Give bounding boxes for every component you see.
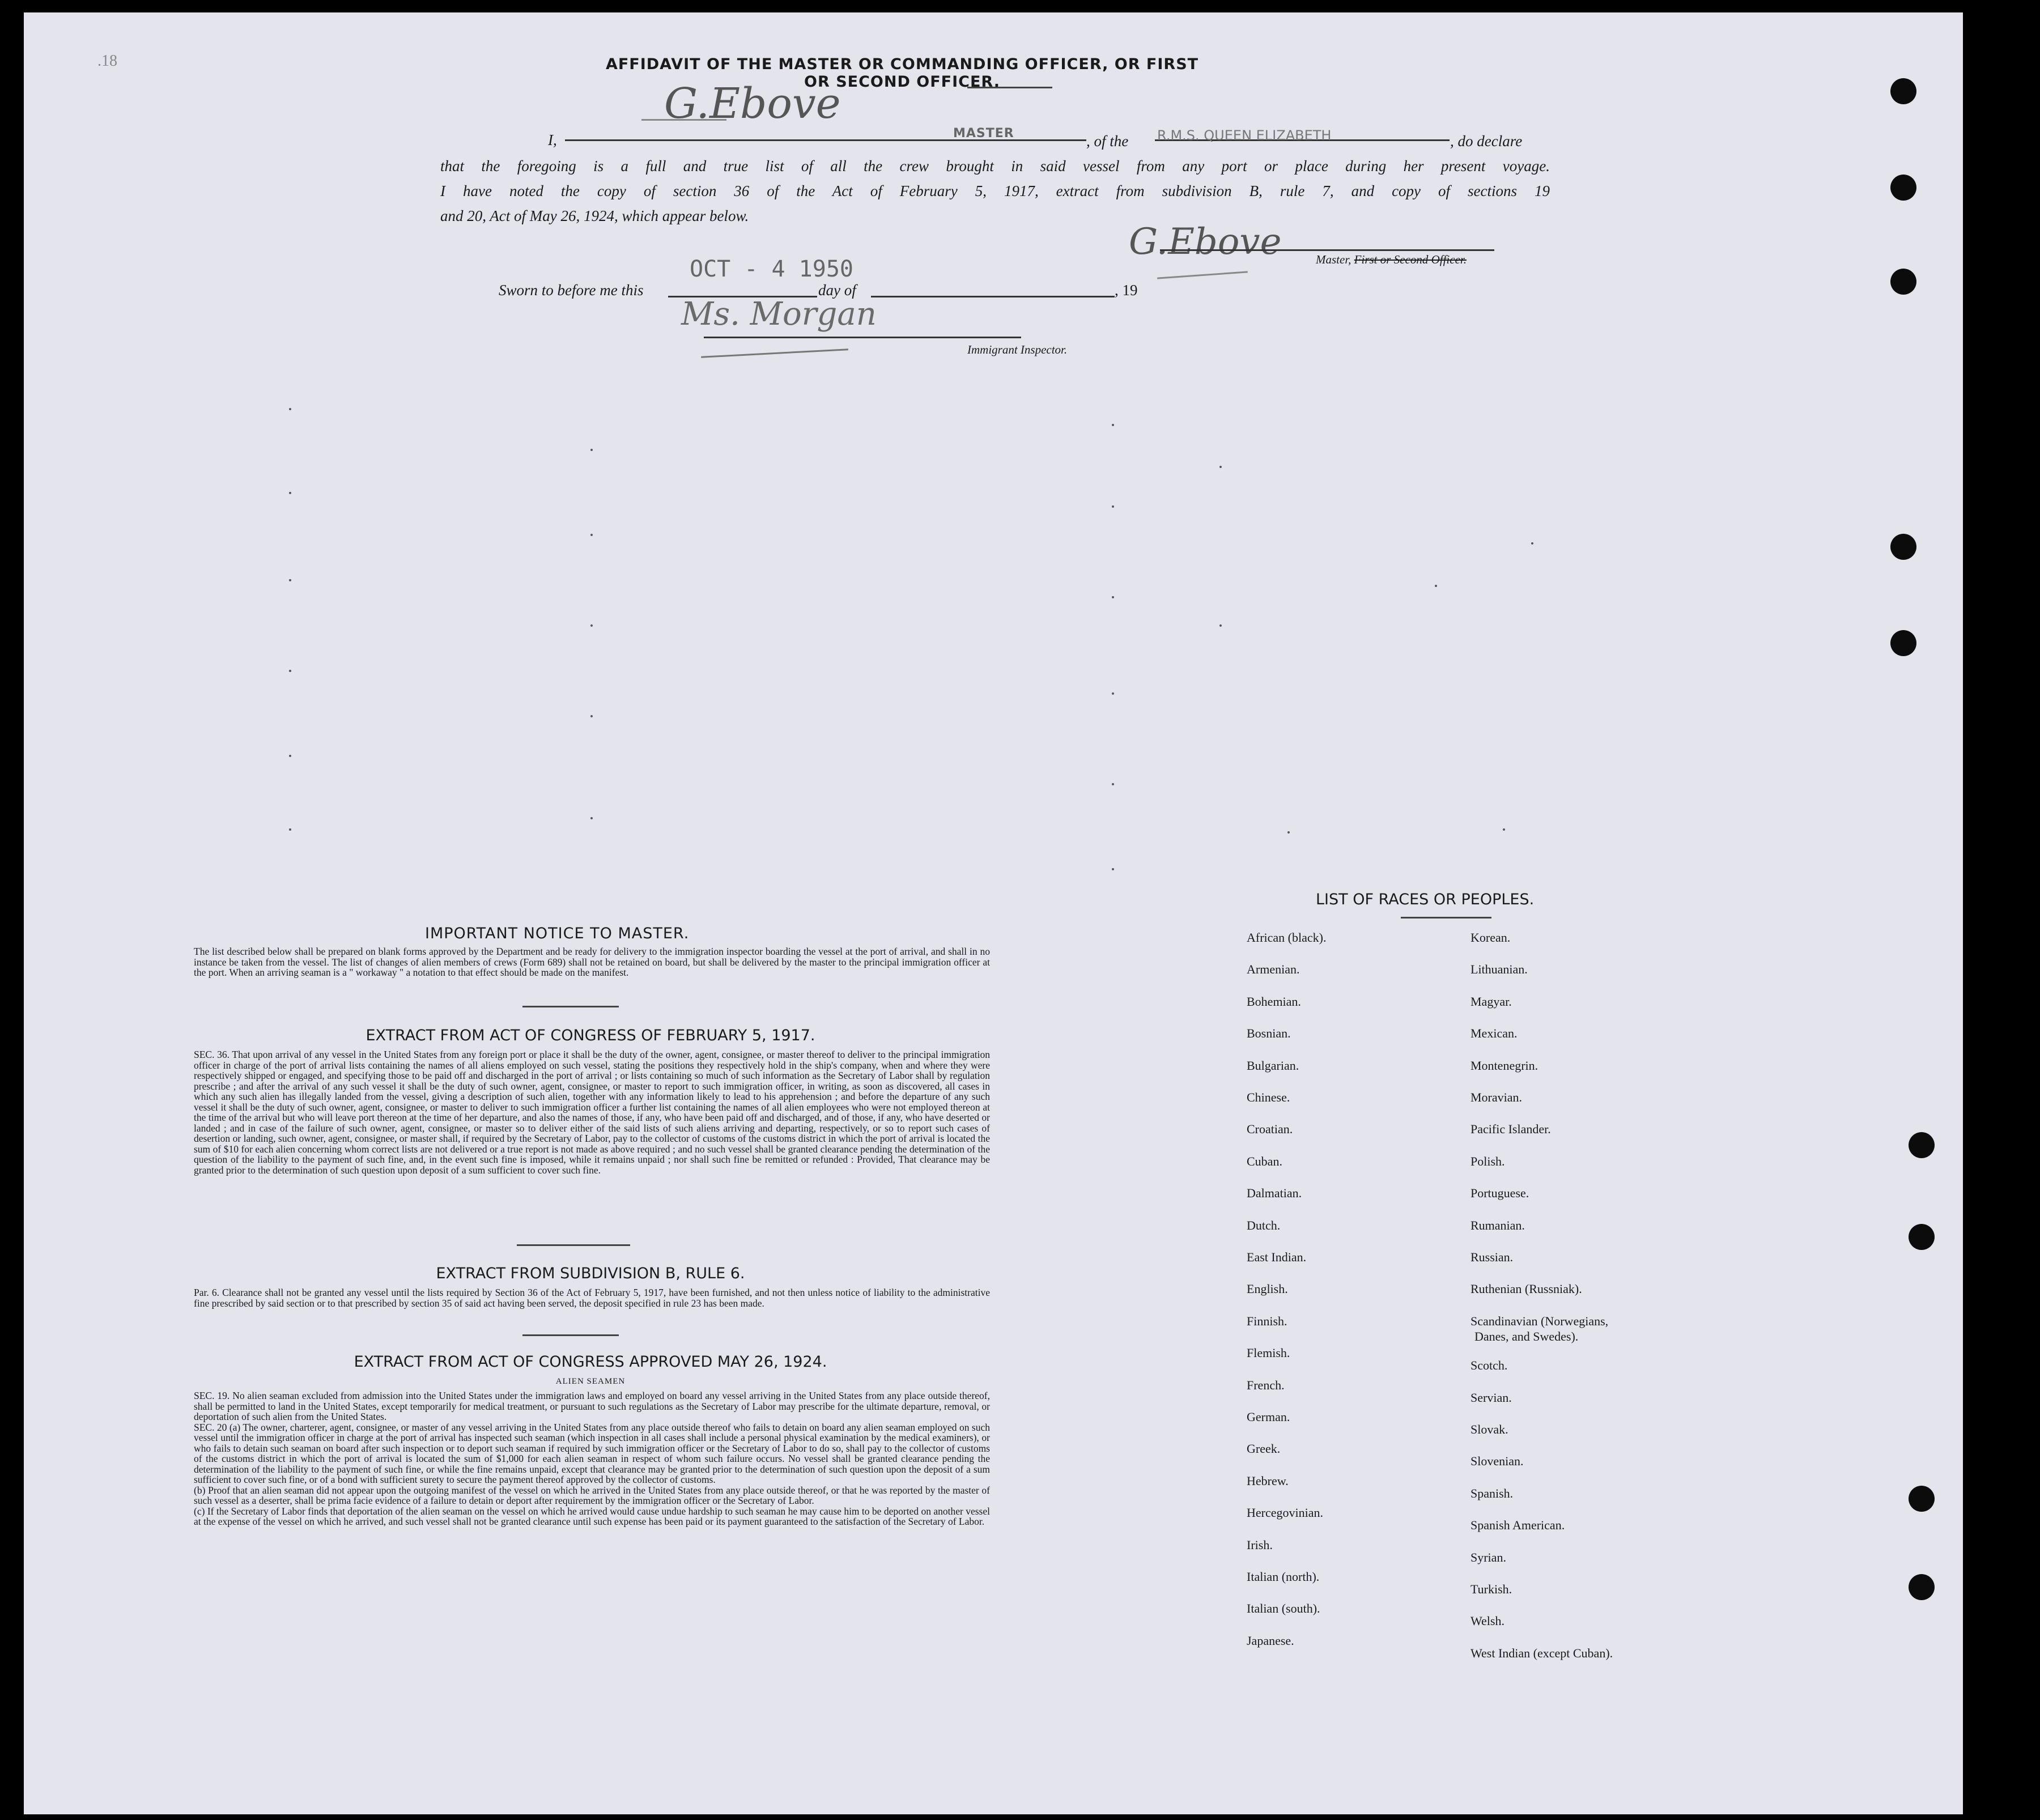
race-item: Bosnian.: [1247, 1026, 1291, 1041]
race-item: Irish.: [1247, 1537, 1273, 1552]
speck: [590, 715, 593, 717]
speck: [289, 492, 291, 494]
inspector-sign-line: [704, 337, 1021, 338]
race-item: Mexican.: [1470, 1026, 1518, 1041]
race-item: Welsh.: [1470, 1614, 1504, 1628]
year-label: , 19: [1115, 282, 1138, 299]
struck-officer-label: First or Second Officer.: [1354, 253, 1467, 266]
race-item: Turkish.: [1470, 1582, 1512, 1596]
speck: [289, 670, 291, 672]
race-item: Japanese.: [1247, 1633, 1294, 1648]
signature-flourish: [641, 119, 726, 121]
alien-seamen-subtitle: ALIEN SEAMEN: [555, 1377, 626, 1386]
binder-hole: [1890, 175, 1916, 201]
race-item: Spanish.: [1470, 1486, 1514, 1500]
race-item: Bohemian.: [1247, 994, 1301, 1009]
speck: [590, 817, 593, 819]
binder-hole: [1890, 78, 1916, 104]
race-item: Korean.: [1470, 930, 1511, 945]
race-item: Moravian.: [1470, 1090, 1523, 1104]
rule6-body: Par. 6. Clearance shall not be granted any vessel until the lists required by Section 36 of the Act of February 5, 1917, have been furnished, and not then unless notice of liability to the administrative fine prescribed by said section or to that prescribed by section 35 of said act having been served, the deposit specified in rule 23 has been made.: [194, 1287, 990, 1309]
race-item: Slovak.: [1470, 1422, 1508, 1436]
binder-hole: [1890, 534, 1916, 560]
speck: [289, 755, 291, 757]
corner-mark: .18: [97, 52, 117, 70]
rule6-rule: [522, 1334, 619, 1336]
speck: [1219, 466, 1222, 468]
binder-hole: [1909, 1486, 1935, 1512]
signature-underline: [1157, 271, 1248, 279]
speck: [289, 579, 291, 581]
extract-1917-rule: [517, 1244, 630, 1246]
master-label: Master,: [1316, 253, 1352, 266]
sworn-label: Sworn to before me this: [499, 282, 644, 299]
binder-hole: [1909, 1132, 1935, 1158]
race-item: Lithuanian.: [1470, 962, 1528, 977]
notice-body: The list described below shall be prepared on blank forms approved by the Department and be ready for delivery to the immigration inspector boarding the vessel at the port of arrival, and shall in no instance be taken from the vessel. The list of changes of alien members of crews (Form 689) shall not be retained on board, but shall be delivered by the master to the principal immigration officer at the port. When an arriving seaman is a " workaway " a notation to that effect should be made on the manifest.: [194, 946, 990, 978]
extract-1917-body: SEC. 36. That upon arrival of any vessel in the United States from any foreign port or place it shall be the duty of the owner, agent, consignee, or master thereof to deliver to the principal immigration officer in charge of the port of arrival lists containing the names of all aliens employed on such vessel, stating the positions they respectively hold in the ship's company, when and where they were respectively shipped or engaged, and specifying those to be paid off and discharged in the port of arrival ; or lists containing so much of such information as the Secretary of Labor shall by regulation prescribe ; and after the arrival of any such vessel it shall be the duty of such owner, agent, consignee, or master to report to such immigration officer, in writing, as soon as discovered, all cases in which any such alien has illegally landed from the vessel, giving a description of such alien, together with any information likely to lead to his apprehension ; and before the departure of any such vessel it shall be the duty of such owner, agent, consignee, or master to deliver to such immigration officer a further list containing the names of all alien employees who were not employed thereon at the time of the arrival but who will leave port thereon at the time of her departure, and also the names of those, if any, who have been paid off and discharged, and of those, if any, who have deserted or landed ; and in case of the failure of such owner, agent, consignee, or master so to deliver either of the said lists of such aliens arriving and departing, respectively, or so to report such cases of desertion or landing, such owner, agent, consignee, or master shall, if required by the Secretary of Labor, pay to the collector of customs of the customs district in which the port of arrival is located the sum of $10 for each alien concerning whom correct lists are not delivered or a true report is not made as above required ; and no such vessel shall be granted clearance pending the determination of the question of the liability to the payment of such fine, and, in the event such fine is imposed, while it remains unpaid ; nor shall such fine be remitted or refunded : Provided, That clearance may be granted prior to the determination of such question upon deposit of a sum sufficient to cover such fine.: [194, 1049, 990, 1176]
speck: [1112, 505, 1114, 508]
affidavit-line-2: that the foregoing is a full and true list of all the crew brought in said vessel from any port or place during her present voyage.: [440, 158, 1550, 175]
race-item: Chinese.: [1247, 1090, 1290, 1104]
extract-1924-body: [194, 1390, 990, 1527]
race-item: English.: [1247, 1282, 1288, 1296]
race-item: Hebrew.: [1247, 1473, 1289, 1488]
rule6-title: EXTRACT FROM SUBDIVISION B, RULE 6.: [436, 1265, 745, 1282]
inspector-signature: Ms. Morgan: [681, 296, 877, 333]
form-page: [24, 12, 1963, 1814]
race-item: Magyar.: [1470, 994, 1512, 1009]
race-item: West Indian (except Cuban).: [1470, 1645, 1613, 1660]
inspector-label: Immigrant Inspector.: [967, 343, 1068, 356]
races-rule: [1401, 917, 1491, 918]
sec-20a: SEC. 20 (a) The owner, charterer, agent, consignee, or master of any vessel arriving in the United States from any place outside thereof who fails to detain on board any alien seaman employed on such vessel until the immigration officer in charge at the port of arrival has inspected such seaman (which inspection in all cases shall include a personal physical examination by the medical examiners), or who fails to detain such seaman on board after such inspection or to deport such seaman if required by such immigration officer or the Secretary of Labor to do so, shall pay to the collector of customs of the customs district in which the port of arrival is located the sum of $1,000 for each alien seaman in respect of whom such failure occurs. No vessel shall be granted clearance pending the determination of the liability to the payment of such fine, or while the fine remains unpaid, except that clearance may be granted prior to the determination of such question upon the deposit of a sum sufficient to cover such fine, or of a bond with sufficient surety to secure the payment thereof approved by the collector of customs.: [194, 1421, 990, 1485]
speck: [1219, 624, 1222, 627]
race-item: Armenian.: [1247, 962, 1300, 977]
speck: [1287, 831, 1290, 834]
race-item: Rumanian.: [1470, 1218, 1525, 1232]
race-item: Ruthenian (Russniak).: [1470, 1282, 1582, 1296]
race-item: East Indian.: [1247, 1250, 1307, 1264]
speck: [289, 828, 291, 831]
race-item: Italian (south).: [1247, 1601, 1320, 1616]
race-item: Pacific Islander.: [1470, 1122, 1551, 1137]
race-item: Syrian.: [1470, 1550, 1506, 1564]
speck: [590, 449, 593, 451]
race-item: Cuban.: [1247, 1154, 1282, 1168]
race-item: Italian (north).: [1247, 1570, 1320, 1584]
race-item: Flemish.: [1247, 1346, 1290, 1360]
master-signature-right: G.Ebove: [1129, 221, 1282, 263]
notice-title: IMPORTANT NOTICE TO MASTER.: [425, 925, 690, 942]
master-signature-top: G.Ebove: [664, 79, 841, 128]
race-item: Croatian.: [1247, 1122, 1293, 1137]
binder-hole: [1909, 1574, 1935, 1600]
speck: [1112, 596, 1114, 598]
extract-1917-title: EXTRACT FROM ACT OF CONGRESS OF FEBRUARY 5, 1917.: [366, 1027, 815, 1044]
date-stamp: OCT - 4 1950: [690, 256, 853, 282]
race-item: Finnish.: [1247, 1313, 1287, 1328]
master-stamp: MASTER: [953, 126, 1014, 141]
vessel-stamp: R.M.S. QUEEN ELIZABETH: [1157, 127, 1332, 143]
speck: [590, 534, 593, 536]
race-item: Polish.: [1470, 1154, 1505, 1168]
affidavit-line-3: I have noted the copy of section 36 of the Act of February 5, 1917, extract from subdivision B, rule 7, and copy of sections 19: [440, 182, 1550, 199]
speck: [1531, 542, 1533, 545]
i-label: I,: [548, 131, 557, 148]
race-item: Montenegrin.: [1470, 1058, 1538, 1073]
notice-rule: [522, 1006, 619, 1007]
race-item: German.: [1247, 1410, 1290, 1424]
master-title-label: [1316, 253, 1467, 267]
race-item: African (black).: [1247, 930, 1327, 945]
speck: [1435, 585, 1437, 587]
race-item: Scotch.: [1470, 1358, 1508, 1373]
master-sign-line: [1160, 249, 1494, 251]
sec-20b: (b) Proof that an alien seaman did not appear upon the outgoing manifest of the vessel on which he arrived in the United States from any place outside thereof, or that he was reported by the master of such vessel as a deserter, shall be prima facie evidence of a failure to detain or deport after requirement by the immigration officer or the Secretary of Labor.: [194, 1484, 990, 1506]
extract-1924-title: EXTRACT FROM ACT OF CONGRESS APPROVED MAY 26, 1924.: [354, 1353, 827, 1371]
title-rule: [967, 87, 1052, 88]
races-title: LIST OF RACES OR PEOPLES.: [1316, 891, 1535, 908]
race-item-continuation: Danes, and Swedes).: [1474, 1329, 1579, 1343]
binder-hole: [1909, 1224, 1935, 1250]
race-item: Portuguese.: [1470, 1186, 1529, 1201]
affidavit-line-4: and 20, Act of May 26, 1924, which appear below.: [440, 207, 749, 224]
day-of-label: day of: [818, 282, 856, 299]
sec-19: SEC. 19. No alien seaman excluded from admission into the United States under the immigration laws and employed on board any vessel arriving in the United States from any place outside thereof, shall be permitted to land in the United States, except temporarily for medical treatment, or pursuant to such regulations as the Secretary of Labor may prescribe for the ultimate departure, removal, or deportation of such alien from the United States.: [194, 1390, 990, 1422]
speck: [590, 624, 593, 627]
sec-20c: (c) If the Secretary of Labor finds that deportation of the alien seaman on the vessel on which he arrived would cause undue hardship to such seaman he may cause him to be deported on another vessel at the expense of the vessel on which he arrived, and such vessel shall not be granted clearance until such expense has been paid or its payment guaranteed to the satisfaction of the Secretary of Labor.: [194, 1505, 990, 1527]
race-item: French.: [1247, 1377, 1285, 1392]
race-item: Hercegovinian.: [1247, 1506, 1323, 1520]
speck: [1112, 424, 1114, 426]
binder-hole: [1890, 269, 1916, 295]
race-item: Servian.: [1470, 1390, 1512, 1405]
speck: [1503, 828, 1505, 831]
race-item: Bulgarian.: [1247, 1058, 1299, 1073]
race-item: Spanish American.: [1470, 1518, 1565, 1533]
race-item: Slovenian.: [1470, 1454, 1524, 1469]
of-the-label: , of the: [1086, 133, 1129, 150]
sworn-month-line: [871, 296, 1115, 297]
binder-hole: [1890, 630, 1916, 656]
speck: [289, 408, 291, 410]
race-item: Russian.: [1470, 1250, 1514, 1264]
race-item: Greek.: [1247, 1441, 1281, 1456]
race-item: Scandinavian (Norwegians,: [1470, 1313, 1609, 1328]
race-item: Dalmatian.: [1247, 1186, 1302, 1201]
affidavit-title: AFFIDAVIT OF THE MASTER OR COMMANDING OFFICER, OR FIRST OR SECOND OFFICER.: [605, 56, 1199, 91]
inspector-flourish: [701, 348, 848, 358]
do-declare-label: , do declare: [1450, 133, 1523, 150]
speck: [1112, 783, 1114, 785]
speck: [1112, 868, 1114, 870]
speck: [1112, 692, 1114, 695]
race-item: Dutch.: [1247, 1218, 1281, 1232]
